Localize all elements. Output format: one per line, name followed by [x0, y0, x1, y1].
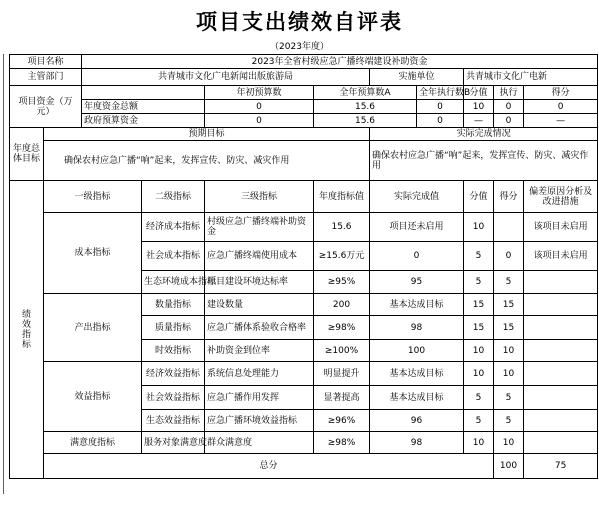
funds-row-budget: 15.6	[314, 114, 417, 128]
funds-row-init: 0	[205, 114, 314, 128]
ind-got: 5	[494, 271, 524, 294]
funds-row-got: —	[524, 114, 598, 128]
ind-got: 0	[494, 242, 524, 271]
ind-l2: 经济成本指标	[142, 213, 205, 242]
ind-note	[524, 432, 598, 454]
ind-target: 200	[314, 294, 370, 316]
funds-empty	[82, 86, 205, 100]
funds-row-score: —	[464, 114, 494, 128]
ind-target: ≥100%	[314, 340, 370, 362]
total-got: 75	[524, 454, 598, 479]
ind-note	[524, 340, 598, 362]
ind-l1: 满意度指标	[44, 432, 142, 454]
ind-score: 15	[464, 316, 494, 340]
ind-header-l3: 三级指标	[205, 181, 314, 213]
ind-actual: 95	[370, 271, 464, 294]
goal-actual-text: 确保农村应急广播“响”起来，发挥宣传、防灾、减灾作用	[370, 141, 598, 181]
ind-header-l1: 一级指标	[44, 181, 142, 213]
ind-actual: 96	[370, 410, 464, 432]
ind-got: 10	[494, 362, 524, 386]
indicator-row	[10, 362, 598, 386]
ind-score: 15	[464, 294, 494, 316]
ind-target: ≥15.6万元	[314, 242, 370, 271]
ind-l3: 项目建设环境达标率	[205, 271, 314, 294]
ind-header-l2: 二级指标	[142, 181, 205, 213]
ind-l1: 成本指标	[44, 213, 142, 294]
department-row	[10, 69, 598, 86]
ind-l2: 时效指标	[142, 340, 205, 362]
ind-got: 10	[494, 432, 524, 454]
funds-label: 项目资金（万元）	[10, 86, 82, 128]
ind-score: 10	[464, 362, 494, 386]
ind-header-target: 年度指标值	[314, 181, 370, 213]
total-score: 100	[494, 454, 524, 479]
funds-header-exec: 全年执行数B	[417, 86, 464, 100]
ind-note: 该项目未启用	[524, 242, 598, 271]
ind-got: 5	[494, 410, 524, 432]
funds-header-score: 分值	[464, 86, 494, 100]
ind-score: 10	[464, 340, 494, 362]
funds-row-label: 年度资金总额	[82, 100, 205, 114]
ind-l2: 经济效益指标	[142, 362, 205, 386]
funds-header-rate: 执行	[494, 86, 524, 100]
goal-content-row	[10, 141, 598, 181]
impl-value: 共青城市文化广电新	[464, 69, 598, 86]
ind-l3: 系统信息处理能力	[205, 362, 314, 386]
ind-l2: 质量指标	[142, 316, 205, 340]
ind-l2: 社会效益指标	[142, 386, 205, 410]
ind-note	[524, 362, 598, 386]
ind-got: 5	[494, 386, 524, 410]
page-title: 项目支出绩效自评表	[196, 9, 403, 34]
ind-score: 5	[464, 242, 494, 271]
ind-l3: 补助资金到位率	[205, 340, 314, 362]
ind-score: 10	[464, 432, 494, 454]
ind-target: ≥98%	[314, 316, 370, 340]
total-label: 总分	[44, 454, 494, 479]
ind-got	[494, 213, 524, 242]
ind-l2: 生态环境成本指标	[142, 271, 205, 294]
indicator-row	[10, 432, 598, 454]
ind-got: 10	[494, 340, 524, 362]
ind-l2: 服务对象满意度	[142, 432, 205, 454]
goal-expected-header: 预期目标	[44, 128, 370, 141]
goal-header-row	[10, 128, 598, 141]
perf-label: 绩效指标	[10, 181, 44, 479]
indicator-row	[10, 213, 598, 242]
ind-l3: 应急广播作用发挥	[205, 386, 314, 410]
ind-header-actual: 实际完成值	[370, 181, 464, 213]
ind-actual: 项目还未启用	[370, 213, 464, 242]
ind-actual: 98	[370, 316, 464, 340]
funds-row-rate: 0	[494, 100, 524, 114]
ind-note	[524, 271, 598, 294]
project-name-label: 项目名称	[10, 55, 82, 69]
ind-header-got: 得分	[494, 181, 524, 213]
ind-target: 显著提高	[314, 386, 370, 410]
goal-expected-text: 确保农村应急广播“响”起来，发挥宣传、防灾、减灾作用	[44, 141, 370, 181]
goal-label: 年度总体目标	[10, 128, 44, 181]
dept-label: 主管部门	[10, 69, 82, 86]
funds-row-got: 0	[524, 100, 598, 114]
ind-actual: 100	[370, 340, 464, 362]
funds-row-label: 政府预算资金	[82, 114, 205, 128]
ind-score: 10	[464, 213, 494, 242]
ind-l3: 建设数量	[205, 294, 314, 316]
year-label: （2023年度）	[270, 42, 329, 52]
funds-row-exec: 0	[417, 114, 464, 128]
ind-score: 5	[464, 410, 494, 432]
evaluation-table	[9, 54, 598, 479]
ind-got: 15	[494, 294, 524, 316]
ind-l3: 应急广播体系验收合格率	[205, 316, 314, 340]
ind-l1: 产出指标	[44, 294, 142, 362]
ind-target: ≥95%	[314, 271, 370, 294]
funds-header-got: 得分	[524, 86, 598, 100]
ind-note: 该项目未启用	[524, 213, 598, 242]
funds-header-row	[10, 86, 598, 100]
ind-l2: 社会成本指标	[142, 242, 205, 271]
project-name-value: 2023年全省村级应急广播终端建设补助资金	[82, 55, 598, 69]
funds-row-init: 0	[205, 100, 314, 114]
funds-row-exec: 0	[417, 100, 464, 114]
ind-note	[524, 386, 598, 410]
ind-actual: 基本达成目标	[370, 386, 464, 410]
ind-target: 明显提升	[314, 362, 370, 386]
ind-note	[524, 316, 598, 340]
ind-actual: 基本达成目标	[370, 362, 464, 386]
ind-l3: 应急广播环境效益指标	[205, 410, 314, 432]
indicator-row	[10, 294, 598, 316]
goal-actual-header: 实际完成情况	[370, 128, 598, 141]
ind-actual: 0	[370, 242, 464, 271]
funds-header-budget: 全年预算数A	[314, 86, 417, 100]
ind-l2: 数量指标	[142, 294, 205, 316]
ind-target: ≥96%	[314, 410, 370, 432]
ind-l2: 生态效益指标	[142, 410, 205, 432]
ind-target: ≥98%	[314, 432, 370, 454]
ind-l3: 群众满意度	[205, 432, 314, 454]
funds-row	[10, 114, 598, 128]
funds-row	[10, 100, 598, 114]
ind-header-score: 分值	[464, 181, 494, 213]
ind-score: 5	[464, 271, 494, 294]
ind-l3: 村级应急广播终端补助资金	[205, 213, 314, 242]
ind-note	[524, 294, 598, 316]
total-row	[10, 454, 598, 479]
ind-target: 15.6	[314, 213, 370, 242]
project-name-row	[10, 55, 598, 69]
dept-value: 共青城市文化广电新闻出版旅游局	[82, 69, 370, 86]
ind-score: 5	[464, 386, 494, 410]
funds-row-budget: 15.6	[314, 100, 417, 114]
ind-actual: 基本达成目标	[370, 294, 464, 316]
ind-l1: 效益指标	[44, 362, 142, 432]
funds-header-init: 年初预算数	[205, 86, 314, 100]
ind-got: 15	[494, 316, 524, 340]
impl-label: 实施单位	[370, 69, 464, 86]
ind-header-note: 偏差原因分析及改进措施	[524, 181, 598, 213]
sheet-edge-line	[3, 54, 4, 494]
indicator-header-row	[10, 181, 598, 213]
funds-row-rate: 0	[494, 114, 524, 128]
ind-note	[524, 410, 598, 432]
ind-l3: 应急广播终端使用成本	[205, 242, 314, 271]
ind-actual: 98	[370, 432, 464, 454]
funds-row-score: 10	[464, 100, 494, 114]
